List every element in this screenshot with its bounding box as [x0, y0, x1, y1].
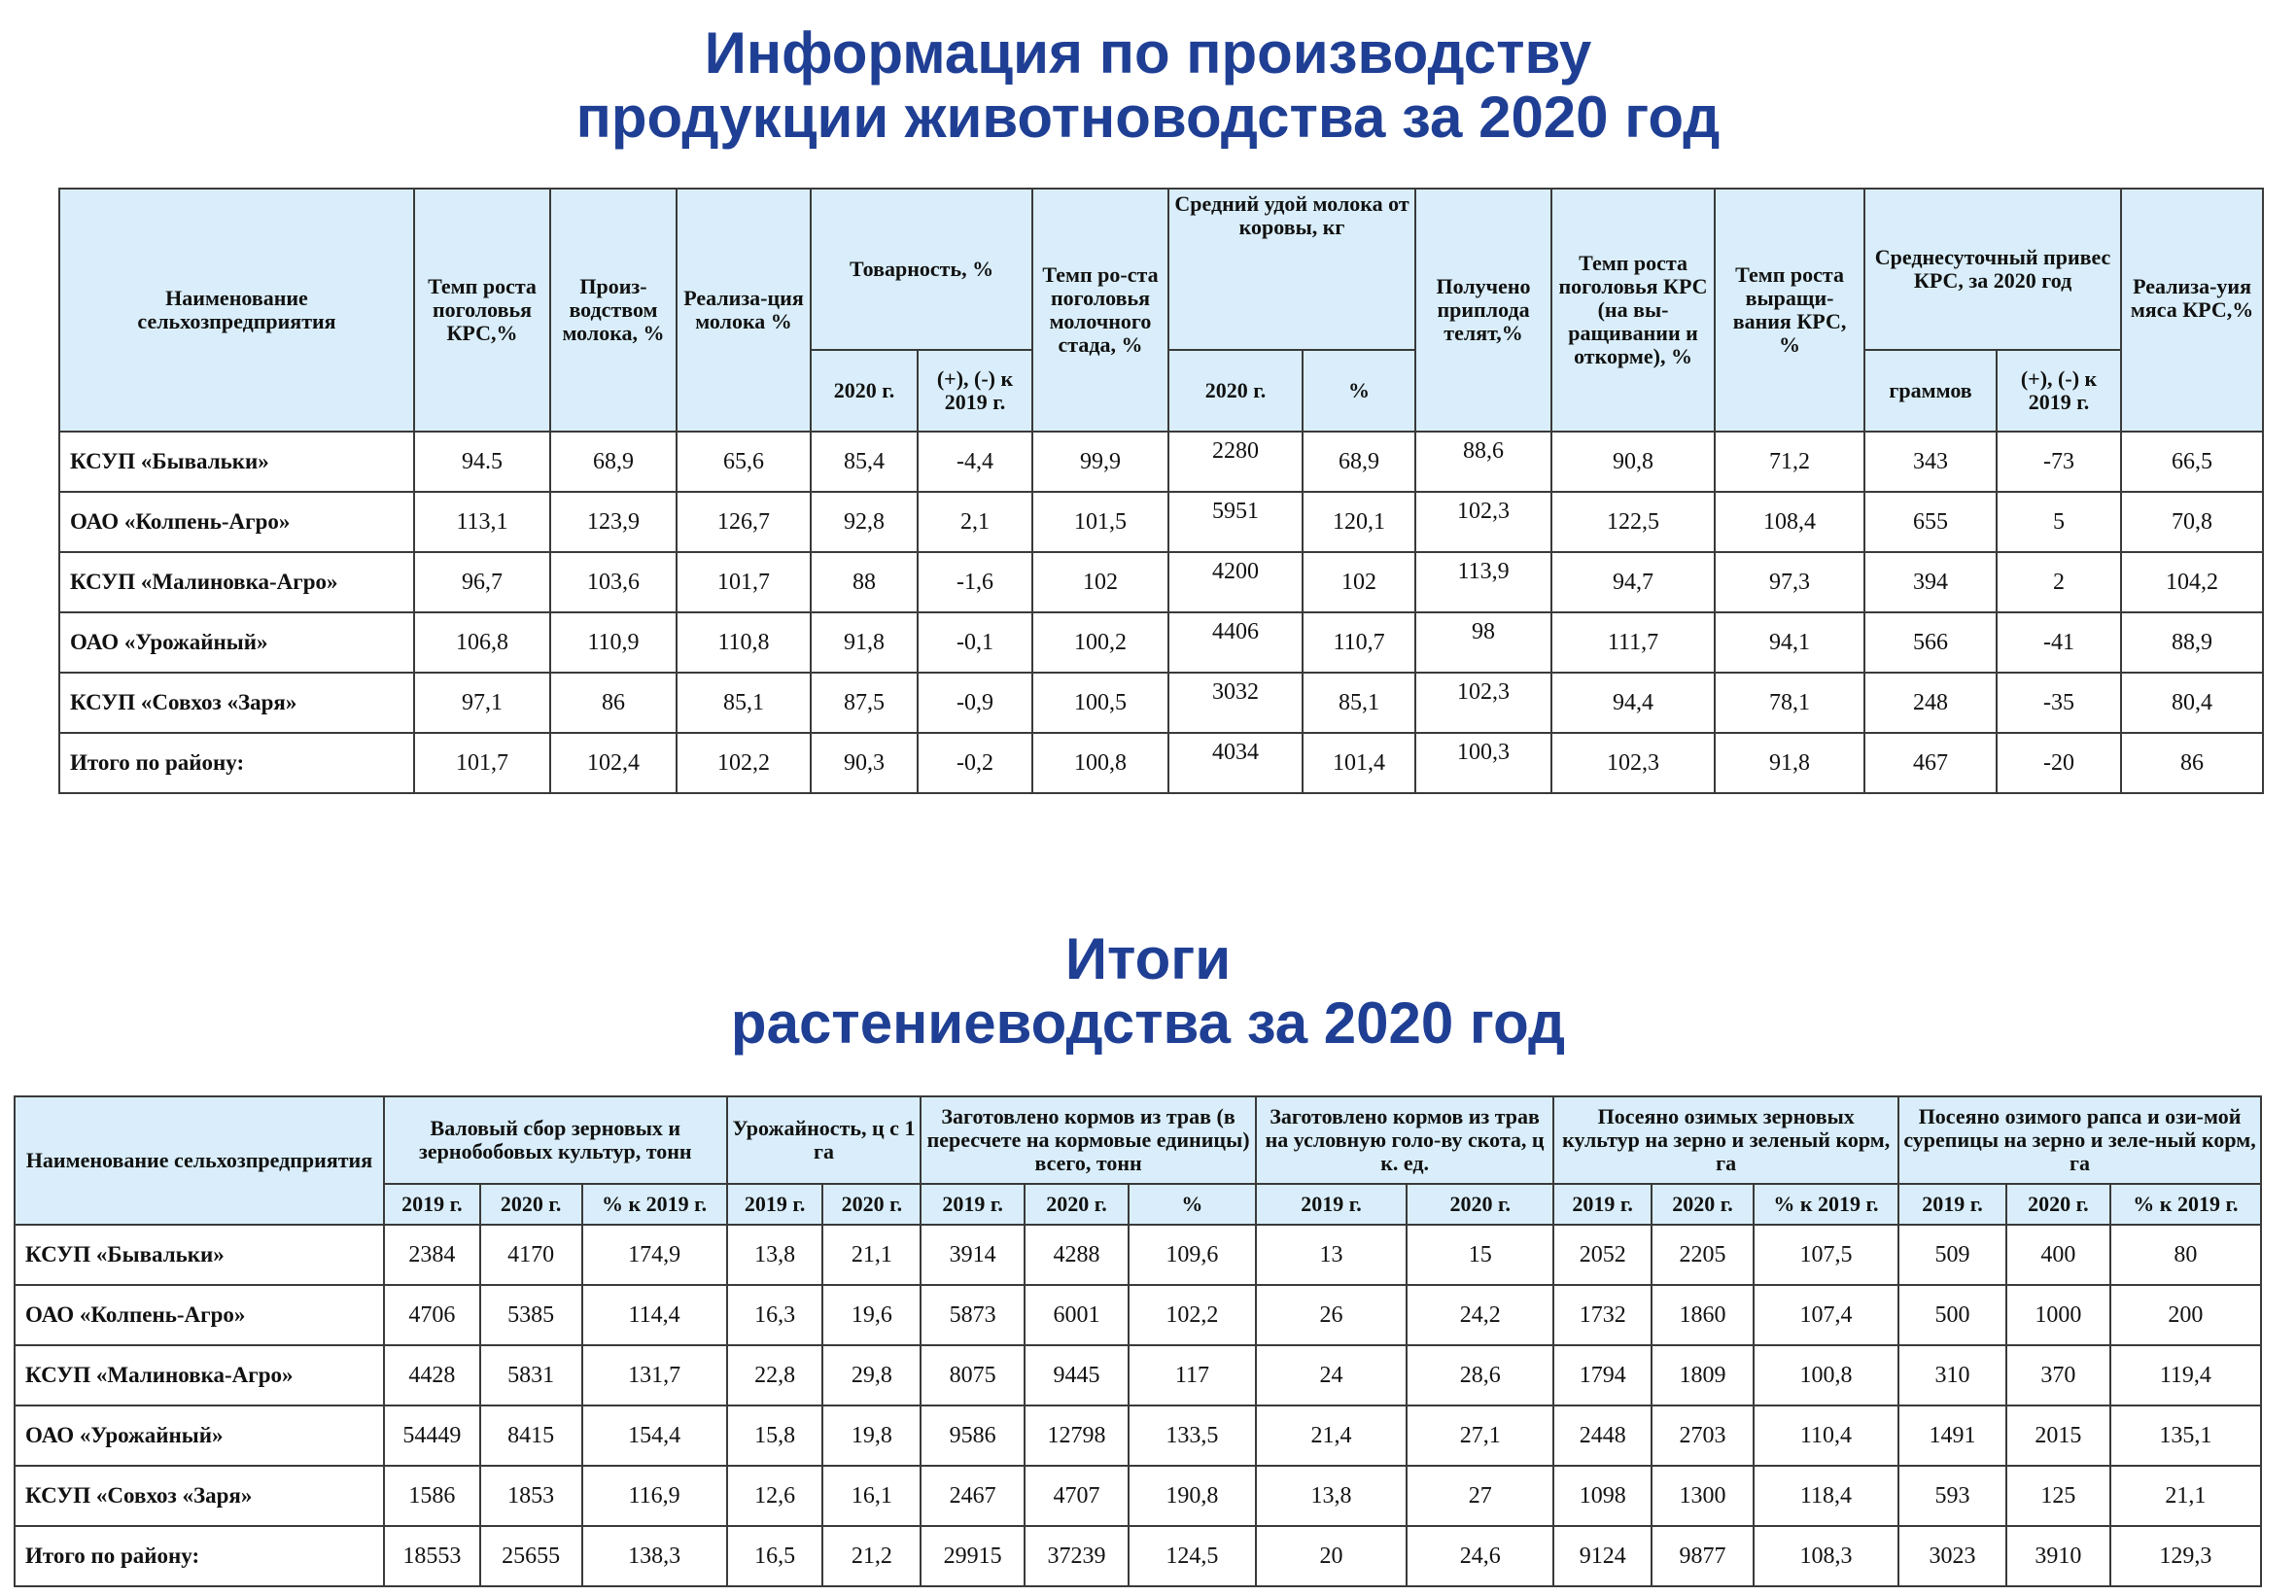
- crops-title-line1: Итоги: [1064, 926, 1232, 991]
- header-grain-2019: 2019 г.: [384, 1184, 480, 1225]
- row-name: КСУП «Малиновка-Агро»: [59, 552, 414, 612]
- table-cell: 9586: [921, 1405, 1025, 1466]
- table-cell: 6001: [1025, 1285, 1129, 1345]
- table-cell: 54449: [384, 1405, 480, 1466]
- table-cell: 310: [1898, 1345, 2006, 1405]
- table-cell: 122,5: [1551, 492, 1715, 552]
- table-cell: 1860: [1652, 1285, 1754, 1345]
- table-cell: 1586: [384, 1466, 480, 1526]
- table-cell: 1732: [1553, 1285, 1652, 1345]
- table-cell: 113,9: [1415, 552, 1551, 612]
- table-cell: 509: [1898, 1225, 2006, 1285]
- table-cell: 15: [1407, 1225, 1553, 1285]
- table-cell: 27,1: [1407, 1405, 1553, 1466]
- table-cell: 107,4: [1754, 1285, 1898, 1345]
- table-cell: 21,1: [2110, 1466, 2261, 1526]
- row-name: КСУП «Малиновка-Агро»: [15, 1345, 384, 1405]
- table-cell: 190,8: [1129, 1466, 1256, 1526]
- table-cell: 111,7: [1551, 612, 1715, 673]
- table-cell: 133,5: [1129, 1405, 1256, 1466]
- row-name: КСУП «Бывальки»: [15, 1225, 384, 1285]
- row-name: Итого по району:: [59, 733, 414, 793]
- header-calves: Получено приплода телят,%: [1415, 189, 1551, 432]
- table-cell: 26: [1256, 1285, 1407, 1345]
- table-cell: 100,8: [1754, 1345, 1898, 1405]
- header-milk-yield-pct: %: [1303, 350, 1415, 432]
- table-cell: 88: [811, 552, 918, 612]
- table-cell: 18553: [384, 1526, 480, 1586]
- table-cell: 394: [1864, 552, 1997, 612]
- table-row: [59, 733, 2263, 793]
- table-cell: 2052: [1553, 1225, 1652, 1285]
- table-row: [59, 673, 2263, 733]
- table-cell: -0,1: [918, 612, 1032, 673]
- table-cell: 4034: [1168, 733, 1303, 793]
- table-cell: 4428: [384, 1345, 480, 1405]
- table-cell: -73: [1997, 432, 2121, 492]
- table-cell: 2448: [1553, 1405, 1652, 1466]
- table-cell: 2: [1997, 552, 2121, 612]
- table-cell: 566: [1864, 612, 1997, 673]
- table-cell: 85,4: [811, 432, 918, 492]
- table-cell: 4707: [1025, 1466, 1129, 1526]
- table-cell: 110,4: [1754, 1405, 1898, 1466]
- header-fattening-growth: Темп роста поголовья КРС (на вы-ращивании и откорме), %: [1551, 189, 1715, 432]
- header-grain-2020: 2020 г.: [480, 1184, 582, 1225]
- table-cell: 24: [1256, 1345, 1407, 1405]
- table-row: [15, 1405, 2261, 1466]
- table-cell: -1,6: [918, 552, 1032, 612]
- table-cell: 13: [1256, 1225, 1407, 1285]
- header-per-head-2020: 2020 г.: [1407, 1184, 1553, 1225]
- table-cell: 131,7: [582, 1345, 727, 1405]
- table-cell: 78,1: [1715, 673, 1864, 733]
- livestock-title: [0, 21, 2296, 150]
- livestock-table: [58, 188, 2264, 794]
- table-cell: 12798: [1025, 1405, 1129, 1466]
- table-cell: 248: [1864, 673, 1997, 733]
- row-name: Итого по району:: [15, 1526, 384, 1586]
- header-name: Наименование сельхозпредприятия: [59, 189, 414, 432]
- table-cell: 102,4: [550, 733, 677, 793]
- table-cell: 110,9: [550, 612, 677, 673]
- table-cell: -41: [1997, 612, 2121, 673]
- table-cell: 90,8: [1551, 432, 1715, 492]
- header-cattle-growth: Темп роста поголовья КРС,%: [414, 189, 550, 432]
- table-cell: 94.5: [414, 432, 550, 492]
- header-yield-2020: 2020 г.: [822, 1184, 921, 1225]
- table-cell: 154,4: [582, 1405, 727, 1466]
- header-forage-2020: 2020 г.: [1025, 1184, 1129, 1225]
- table-cell: 5951: [1168, 492, 1303, 552]
- header-winter-rape-pct: % к 2019 г.: [2110, 1184, 2261, 1225]
- table-cell: 4170: [480, 1225, 582, 1285]
- header-daily-gain: Среднесуточный привес КРС, за 2020 год: [1864, 189, 2121, 350]
- table-cell: 102: [1032, 552, 1168, 612]
- table-cell: 29,8: [822, 1345, 921, 1405]
- header-forage-per-head: Заготовлено кормов из трав на условную голо-ву скота, ц к. ед.: [1256, 1096, 1553, 1184]
- table-row: [59, 612, 2263, 673]
- table-cell: 2015: [2006, 1405, 2110, 1466]
- table-cell: 2467: [921, 1466, 1025, 1526]
- table-cell: 106,8: [414, 612, 550, 673]
- table-cell: 5: [1997, 492, 2121, 552]
- table-cell: 90,3: [811, 733, 918, 793]
- table-cell: 125: [2006, 1466, 2110, 1526]
- header-marketability-diff: (+), (-) к 2019 г.: [918, 350, 1032, 432]
- row-name: ОАО «Урожайный»: [15, 1405, 384, 1466]
- table-row: [15, 1285, 2261, 1345]
- table-cell: 68,9: [550, 432, 677, 492]
- table-cell: 9124: [1553, 1526, 1652, 1586]
- table-cell: 88,6: [1415, 432, 1551, 492]
- crops-title-line2: растениеводства за 2020 год: [730, 990, 1566, 1056]
- table-cell: 102,3: [1415, 492, 1551, 552]
- table-cell: 129,3: [2110, 1526, 2261, 1586]
- table-cell: 80: [2110, 1225, 2261, 1285]
- table-cell: 13,8: [1256, 1466, 1407, 1526]
- table-cell: 91,8: [811, 612, 918, 673]
- header-milk-sales: Реализа-ция молока %: [677, 189, 811, 432]
- header-name: Наименование сельхозпредприятия: [15, 1096, 384, 1225]
- table-cell: 21,1: [822, 1225, 921, 1285]
- header-winter-grain-pct: % к 2019 г.: [1754, 1184, 1898, 1225]
- table-cell: 98: [1415, 612, 1551, 673]
- table-cell: 8075: [921, 1345, 1025, 1405]
- table-cell: 2703: [1652, 1405, 1754, 1466]
- table-cell: 108,4: [1715, 492, 1864, 552]
- header-winter-grain-2019: 2019 г.: [1553, 1184, 1652, 1225]
- table-cell: 100,8: [1032, 733, 1168, 793]
- table-cell: 68,9: [1303, 432, 1415, 492]
- table-cell: 500: [1898, 1285, 2006, 1345]
- table-cell: 108,3: [1754, 1526, 1898, 1586]
- table-cell: 19,8: [822, 1405, 921, 1466]
- table-cell: 110,7: [1303, 612, 1415, 673]
- table-row: [15, 1225, 2261, 1285]
- table-cell: 5831: [480, 1345, 582, 1405]
- table-cell: 4706: [384, 1285, 480, 1345]
- table-cell: 123,9: [550, 492, 677, 552]
- table-cell: 97,3: [1715, 552, 1864, 612]
- row-name: ОАО «Колпень-Агро»: [59, 492, 414, 552]
- table-cell: 21,4: [1256, 1405, 1407, 1466]
- table-cell: 94,7: [1551, 552, 1715, 612]
- table-cell: 85,1: [677, 673, 811, 733]
- table-cell: 65,6: [677, 432, 811, 492]
- table-cell: 1809: [1652, 1345, 1754, 1405]
- table-cell: 4200: [1168, 552, 1303, 612]
- table-cell: 1098: [1553, 1466, 1652, 1526]
- table-cell: 467: [1864, 733, 1997, 793]
- header-milk-yield: Средний удой молока от коровы, кг: [1168, 189, 1415, 350]
- table-cell: 107,5: [1754, 1225, 1898, 1285]
- livestock-title-line1: Информация по производству: [704, 20, 1592, 86]
- header-winter-grain: Посеяно озимых зерновых культур на зерно и зеленый корм, га: [1553, 1096, 1898, 1184]
- table-cell: 86: [550, 673, 677, 733]
- table-cell: 3910: [2006, 1526, 2110, 1586]
- table-cell: 25655: [480, 1526, 582, 1586]
- row-name: КСУП «Совхоз «Заря»: [15, 1466, 384, 1526]
- table-cell: 118,4: [1754, 1466, 1898, 1526]
- table-cell: 110,8: [677, 612, 811, 673]
- table-cell: 100,2: [1032, 612, 1168, 673]
- table-cell: 16,5: [727, 1526, 823, 1586]
- table-cell: 1794: [1553, 1345, 1652, 1405]
- table-cell: 9877: [1652, 1526, 1754, 1586]
- table-cell: 124,5: [1129, 1526, 1256, 1586]
- table-cell: 593: [1898, 1466, 2006, 1526]
- table-cell: 16,3: [727, 1285, 823, 1345]
- table-row: [59, 492, 2263, 552]
- table-cell: 101,7: [677, 552, 811, 612]
- header-winter-rape-2020: 2020 г.: [2006, 1184, 2110, 1225]
- table-cell: 91,8: [1715, 733, 1864, 793]
- table-cell: 102,2: [677, 733, 811, 793]
- header-milk-production: Произ-водством молока, %: [550, 189, 677, 432]
- table-cell: 114,4: [582, 1285, 727, 1345]
- table-cell: 88,9: [2121, 612, 2263, 673]
- table-cell: 8415: [480, 1405, 582, 1466]
- table-cell: 102,3: [1551, 733, 1715, 793]
- header-raising-growth: Темп роста выращи-вания КРС, %: [1715, 189, 1864, 432]
- table-cell: 99,9: [1032, 432, 1168, 492]
- table-cell: 116,9: [582, 1466, 727, 1526]
- table-cell: 37239: [1025, 1526, 1129, 1586]
- header-forage-pct: %: [1129, 1184, 1256, 1225]
- table-cell: 24,2: [1407, 1285, 1553, 1345]
- header-forage-2019: 2019 г.: [921, 1184, 1025, 1225]
- table-row: [15, 1526, 2261, 1586]
- header-winter-rape-2019: 2019 г.: [1898, 1184, 2006, 1225]
- table-cell: 126,7: [677, 492, 811, 552]
- table-cell: 101,7: [414, 733, 550, 793]
- table-cell: -35: [1997, 673, 2121, 733]
- header-marketability-2020: 2020 г.: [811, 350, 918, 432]
- table-cell: 5873: [921, 1285, 1025, 1345]
- table-cell: 1300: [1652, 1466, 1754, 1526]
- table-cell: 5385: [480, 1285, 582, 1345]
- table-cell: 4406: [1168, 612, 1303, 673]
- table-cell: 109,6: [1129, 1225, 1256, 1285]
- table-cell: 103,6: [550, 552, 677, 612]
- table-cell: 80,4: [2121, 673, 2263, 733]
- table-cell: 370: [2006, 1345, 2110, 1405]
- crops-table: [14, 1095, 2262, 1587]
- table-cell: 3032: [1168, 673, 1303, 733]
- table-row: [59, 552, 2263, 612]
- table-cell: 2205: [1652, 1225, 1754, 1285]
- header-daily-gain-grams: граммов: [1864, 350, 1997, 432]
- table-cell: 24,6: [1407, 1526, 1553, 1586]
- table-cell: 16,1: [822, 1466, 921, 1526]
- header-winter-grain-2020: 2020 г.: [1652, 1184, 1754, 1225]
- table-cell: 655: [1864, 492, 1997, 552]
- table-cell: 22,8: [727, 1345, 823, 1405]
- table-cell: 101,5: [1032, 492, 1168, 552]
- table-cell: -4,4: [918, 432, 1032, 492]
- table-cell: 29915: [921, 1526, 1025, 1586]
- table-cell: 9445: [1025, 1345, 1129, 1405]
- header-grain-pct: % к 2019 г.: [582, 1184, 727, 1225]
- table-row: [15, 1345, 2261, 1405]
- table-cell: 15,8: [727, 1405, 823, 1466]
- table-cell: 1000: [2006, 1285, 2110, 1345]
- row-name: КСУП «Бывальки»: [59, 432, 414, 492]
- row-name: ОАО «Урожайный»: [59, 612, 414, 673]
- table-cell: -0,9: [918, 673, 1032, 733]
- table-cell: 13,8: [727, 1225, 823, 1285]
- header-dairy-herd-growth: Темп ро-ста поголовья молочного стада, %: [1032, 189, 1168, 432]
- table-cell: 135,1: [2110, 1405, 2261, 1466]
- header-per-head-2019: 2019 г.: [1256, 1184, 1407, 1225]
- table-cell: 85,1: [1303, 673, 1415, 733]
- row-name: КСУП «Совхоз «Заря»: [59, 673, 414, 733]
- table-cell: 102: [1303, 552, 1415, 612]
- header-milk-yield-2020: 2020 г.: [1168, 350, 1303, 432]
- header-forage-feed-units: Заготовлено кормов из трав (в пересчете на кормовые единицы) всего, тонн: [921, 1096, 1256, 1184]
- table-row: [15, 1466, 2261, 1526]
- table-cell: 20: [1256, 1526, 1407, 1586]
- table-cell: 4288: [1025, 1225, 1129, 1285]
- table-cell: 28,6: [1407, 1345, 1553, 1405]
- table-cell: 2,1: [918, 492, 1032, 552]
- crops-title: [0, 927, 2296, 1056]
- table-cell: 12,6: [727, 1466, 823, 1526]
- table-cell: 200: [2110, 1285, 2261, 1345]
- table-cell: 2280: [1168, 432, 1303, 492]
- table-cell: 3023: [1898, 1526, 2006, 1586]
- table-cell: 102,2: [1129, 1285, 1256, 1345]
- header-marketability: Товарность, %: [811, 189, 1032, 350]
- table-cell: 343: [1864, 432, 1997, 492]
- table-cell: 100,3: [1415, 733, 1551, 793]
- table-cell: 100,5: [1032, 673, 1168, 733]
- table-cell: 119,4: [2110, 1345, 2261, 1405]
- table-cell: -0,2: [918, 733, 1032, 793]
- header-daily-gain-diff: (+), (-) к 2019 г.: [1997, 350, 2121, 432]
- table-cell: 1853: [480, 1466, 582, 1526]
- table-cell: 87,5: [811, 673, 918, 733]
- table-cell: 101,4: [1303, 733, 1415, 793]
- table-row: [59, 432, 2263, 492]
- table-cell: 104,2: [2121, 552, 2263, 612]
- header-meat-sales: Реализа-уия мяса КРС,%: [2121, 189, 2263, 432]
- table-cell: 92,8: [811, 492, 918, 552]
- table-cell: 3914: [921, 1225, 1025, 1285]
- table-cell: 86: [2121, 733, 2263, 793]
- table-cell: 66,5: [2121, 432, 2263, 492]
- table-cell: 2384: [384, 1225, 480, 1285]
- header-grain-harvest: Валовый сбор зерновых и зернобобовых культур, тонн: [384, 1096, 727, 1184]
- table-cell: 21,2: [822, 1526, 921, 1586]
- row-name: ОАО «Колпень-Агро»: [15, 1285, 384, 1345]
- table-cell: 113,1: [414, 492, 550, 552]
- table-cell: 70,8: [2121, 492, 2263, 552]
- table-cell: 97,1: [414, 673, 550, 733]
- table-cell: 400: [2006, 1225, 2110, 1285]
- table-cell: 120,1: [1303, 492, 1415, 552]
- table-cell: 117: [1129, 1345, 1256, 1405]
- header-yield-2019: 2019 г.: [727, 1184, 823, 1225]
- table-cell: 96,7: [414, 552, 550, 612]
- table-cell: 19,6: [822, 1285, 921, 1345]
- table-cell: 94,1: [1715, 612, 1864, 673]
- table-cell: 138,3: [582, 1526, 727, 1586]
- header-winter-rape: Посеяно озимого рапса и ози-мой сурепицы на зерно и зеле-ный корм, га: [1898, 1096, 2261, 1184]
- table-cell: 174,9: [582, 1225, 727, 1285]
- table-cell: -20: [1997, 733, 2121, 793]
- livestock-title-line2: продукции животноводства за 2020 год: [575, 85, 1721, 150]
- table-cell: 94,4: [1551, 673, 1715, 733]
- header-yield: Урожайность, ц с 1 га: [727, 1096, 922, 1184]
- table-cell: 71,2: [1715, 432, 1864, 492]
- table-cell: 1491: [1898, 1405, 2006, 1466]
- table-cell: 27: [1407, 1466, 1553, 1526]
- table-cell: 102,3: [1415, 673, 1551, 733]
